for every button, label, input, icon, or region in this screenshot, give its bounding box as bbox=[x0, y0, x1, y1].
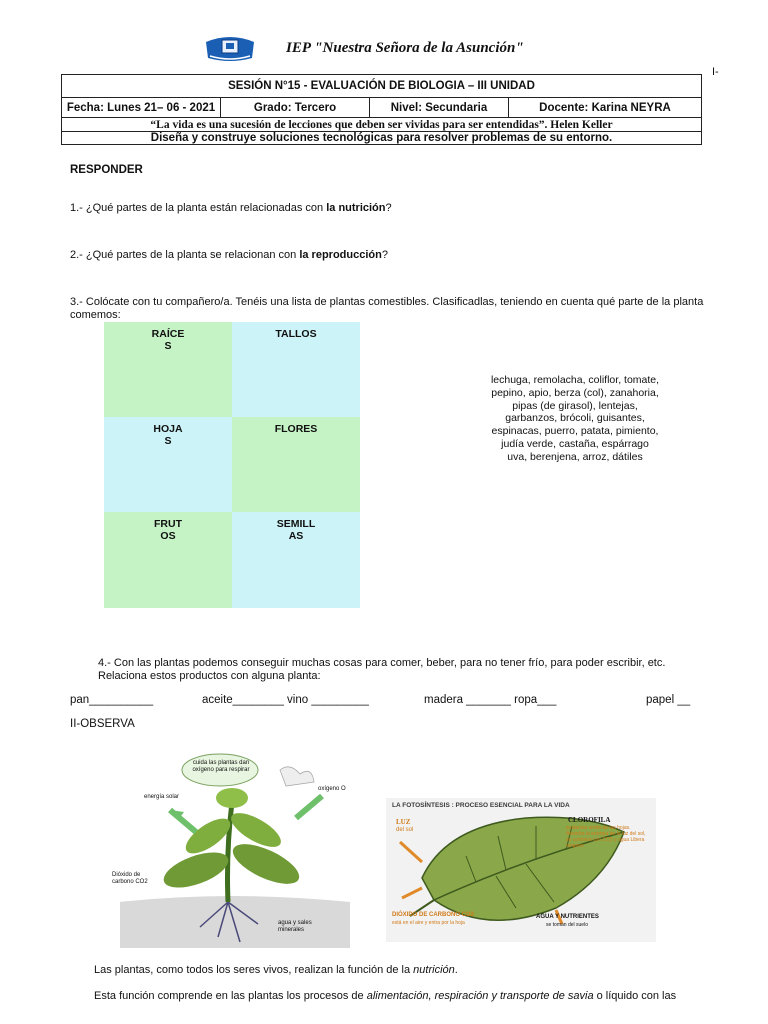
photosynthesis-diagram bbox=[386, 798, 656, 942]
dioxido-label: DIÓXIDO DE CARBONO CO2 bbox=[392, 912, 475, 918]
blank-papel[interactable]: papel __ bbox=[646, 694, 691, 706]
question-3: 3.- Colócate con tu compañero/a. Tenéis una lista de plantas comestibles. Clasificadlas, teniendo en cuenta qué parte de la planta comemos: bbox=[70, 296, 704, 321]
plant-list-line: uva, berenjena, arroz, dátiles bbox=[507, 450, 643, 463]
header-table bbox=[61, 74, 702, 145]
clorofila-label: CLOROFILA bbox=[568, 816, 611, 824]
plant-list-line: lechuga, remolacha, coliflor, tomate, bbox=[490, 374, 660, 386]
plant-list-line: garbanzos, brócoli, guisantes, bbox=[505, 412, 645, 425]
agua-label: AGUA Y NUTRIENTES bbox=[536, 914, 599, 920]
plant-list bbox=[470, 374, 680, 464]
bubble-label: cuida las plantas dan oxígeno para respirar bbox=[192, 760, 250, 773]
dioxido-desc: está en el aire y entra por la hoja bbox=[392, 920, 465, 926]
school-title: IEP "Nuestra Señora de la Asunción" bbox=[286, 40, 524, 56]
question-4: 4.- Con las plantas podemos conseguir muchas cosas para comer, beber, para no tener frío, para poder escribir, etc. Relaciona estos productos con alguna planta: bbox=[98, 657, 666, 682]
paragraph-1: Las plantas, como todos los seres vivos, realizan la función de la nutrición. bbox=[94, 964, 458, 976]
quote-cell: “La vida es una sucesión de lecciones que deben ser vividas para ser entendidas”. Helen Keller bbox=[62, 118, 702, 132]
cell-frutos[interactable]: FRUT OS bbox=[104, 512, 232, 608]
paragraph-2: Esta función comprende en las plantas los procesos de alimentación, respiración y transporte de savia o líquido con las bbox=[94, 990, 677, 1002]
figure-title: LA FOTOSÍNTESIS : PROCESO ESENCIAL PARA LA VIDA bbox=[392, 802, 570, 809]
clorofila-desc: sustancia verde de las hojas. Absorbe la energía de la luz del sol, se combina con CO2 y agua Libera oxígeno bbox=[566, 825, 646, 849]
luz-label: LUZ bbox=[396, 818, 411, 826]
plant-list-line: judía verde, castaña, espárrago bbox=[501, 437, 649, 450]
classification-grid bbox=[104, 322, 360, 608]
plant-illustration bbox=[100, 752, 360, 948]
cell-semillas[interactable]: SEMILL AS bbox=[232, 512, 360, 608]
blank-madera-ropa[interactable]: madera _______ ropa___ bbox=[424, 694, 557, 706]
energia-label: energía solar bbox=[144, 794, 180, 800]
cell-flores[interactable]: FLORES bbox=[232, 417, 360, 512]
cell-raices[interactable]: RAÍCE S bbox=[104, 322, 232, 417]
page-mark: I- bbox=[712, 66, 719, 78]
question-2: 2.- ¿Qué partes de la planta se relacionan con la reproducción? bbox=[70, 249, 388, 261]
agua-desc: se toman del suelo bbox=[546, 922, 588, 928]
agua-label: agua y sales minerales bbox=[278, 920, 312, 933]
session-title: SESIÓN N°15 - EVALUACIÓN DE BIOLOGIA – III UNIDAD bbox=[62, 75, 702, 98]
plant-diagram bbox=[100, 752, 360, 948]
school-logo bbox=[204, 32, 256, 64]
plant-list-line: espinacas, puerro, patata, pimiento, bbox=[491, 425, 659, 438]
question-1: 1.- ¿Qué partes de la planta están relacionadas con la nutrición? bbox=[70, 202, 392, 214]
blank-aceite-vino[interactable]: aceite________ vino _________ bbox=[202, 694, 369, 706]
dioxido-label: Dióxido de carbono CO2 bbox=[112, 872, 148, 885]
section-2-heading: II-OBSERVA bbox=[70, 718, 135, 730]
blank-pan[interactable]: pan__________ bbox=[70, 694, 154, 706]
luz-sub-label: del sol bbox=[396, 827, 414, 833]
cell-hojas[interactable]: HOJA S bbox=[104, 417, 232, 512]
grade-cell: Grado: Tercero bbox=[221, 98, 370, 118]
oxigeno-label: oxígeno O bbox=[318, 786, 346, 792]
cell-tallos[interactable]: TALLOS bbox=[232, 322, 360, 417]
competence-cell: Diseña y construye soluciones tecnológicas para resolver problemas de su entorno. bbox=[62, 132, 702, 145]
plant-list-line: pipas (de girasol), lentejas, bbox=[512, 399, 638, 412]
date-cell: Fecha: Lunes 21– 06 - 2021 bbox=[62, 98, 221, 118]
level-cell: Nivel: Secundaria bbox=[370, 98, 509, 118]
section-heading: RESPONDER bbox=[70, 164, 143, 176]
plant-list-line: pepino, apio, berza (col), zanahoria, bbox=[491, 386, 659, 399]
teacher-cell: Docente: Karina NEYRA bbox=[509, 98, 702, 118]
